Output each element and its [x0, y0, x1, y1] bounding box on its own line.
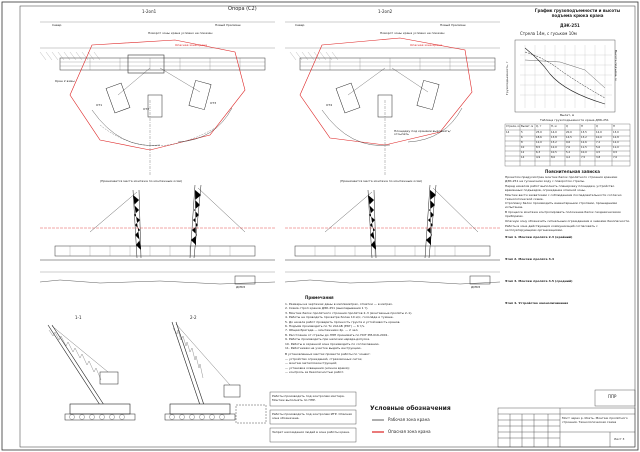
- explanatory-paragraph: Проектом предусмотрен монтаж балок пролётного строения кранами ДЭК-251 на гусеничном ходу с поворотом стрелы.: [505, 175, 618, 183]
- north-right-label-b: Новый Уралмаш: [440, 23, 466, 27]
- table-cell: 6,3: [536, 151, 541, 154]
- table-cell: 11,5: [581, 146, 587, 149]
- table-cell: 13,0: [613, 131, 619, 134]
- side-view-label-2: 2-2: [190, 315, 197, 320]
- table-cell: 7,0: [613, 156, 618, 159]
- table-cell: 12,8: [613, 136, 619, 139]
- table-cell: 5: [521, 131, 523, 134]
- explanatory-paragraph: В процессе монтажа контролировать положение балок геодезическими приборами.: [505, 210, 621, 219]
- note-item: 11. Работникам на участке выдать инструкцию.: [285, 346, 362, 351]
- explanatory-paragraph: Перед началом работ выполнить планировку площадки, устройство временных подъездов, ограждение опасной зоны.: [505, 183, 615, 192]
- graph-subtitle: Стрела 14м, с гуськом 10м: [520, 31, 577, 36]
- table-caption: Таблица грузоподъемности крана ДЭК-251: [540, 118, 609, 122]
- elevation-bottom-left: ДМКЭ: [236, 285, 246, 289]
- note-extra: — устройство ограждений, страховочных сеток;: [285, 356, 363, 361]
- elevation-bottom-right: ДМКЭ: [471, 285, 481, 289]
- explanatory-paragraph: Строповку балок производить инвентарными стропами, прошедшими испытание.: [505, 201, 618, 210]
- note-extra: — монтаж металлоконструкций;: [285, 361, 338, 366]
- table-header-cell: H, м: [551, 125, 557, 128]
- plan-right: [285, 22, 500, 175]
- table-cell: 3,8: [596, 156, 601, 159]
- legend-work-zone: Рабочая зона крана: [388, 417, 430, 422]
- title-block: [498, 408, 635, 447]
- elevation-note-left: (Принимается места монтажа по монтажным осям): [100, 179, 183, 183]
- note-item: 1. Размеры на чертежах даны в миллиметрах, отметки — в метрах.: [285, 302, 393, 306]
- zone-turn-note-a: Поворот зоны крана условно не показан: [148, 31, 213, 35]
- crane-mark-4: ОТ4: [326, 103, 333, 107]
- side-view-1: [48, 325, 135, 420]
- crane-mark-3: ОТ3: [210, 101, 217, 105]
- crane-mark-1: ОТ1: [96, 103, 103, 107]
- note-item: 8. Расстояние от стрелы до ЛЭП принимать по ПОТ РМ-016-2001.: [285, 332, 389, 337]
- table-cell: 12,0: [613, 141, 619, 144]
- table-cell: 8,0: [551, 156, 556, 159]
- crane-mark-2: ОТ2: [143, 107, 150, 111]
- danger-zone-label-b: Опасная зона крана: [410, 43, 442, 47]
- remark-box-3: Запрет нахождения людей в зоне работы крана.: [272, 430, 350, 434]
- note-extra: — установка освещения (ночное время);: [285, 365, 350, 370]
- table-cell: 10: [521, 146, 525, 149]
- explanatory-paragraph: Опасную зону обозначить сигнальным ограждением и знаками безопасности.: [505, 219, 631, 224]
- note-item: 2. Схема строп кранов ДЭК-251 (выкладывания 1 т).: [285, 306, 369, 311]
- table-cell: 13,8: [551, 136, 557, 139]
- elevation-right: [285, 185, 500, 284]
- table-cell: 12,0: [536, 141, 542, 144]
- north-left-label-a: Север: [52, 23, 62, 27]
- table-cell: 5,2: [566, 151, 571, 154]
- title-block-sheet-label: ППР: [608, 394, 617, 399]
- table-header-cell: Стрела, м: [506, 125, 520, 128]
- note-item: 10. Работы в охранной зоне производить по согласованию.: [285, 341, 380, 346]
- side-view-label-1: 1-1: [75, 315, 82, 320]
- explanatory-section: Этап 4. Устройство омоноличивания: [505, 300, 569, 305]
- table-cell: 4,5: [596, 151, 601, 154]
- table-cell: 20,0: [566, 131, 572, 134]
- remark-box-2: Работы производить под контролем ИТР. Опасная зона обозначена.: [272, 412, 352, 420]
- graph-model: ДЭК-251: [560, 23, 580, 28]
- note-item: 3. Монтаж балок пролётного строения пролётов 2–3 (монтажные пролёты 2–1).: [285, 310, 413, 315]
- table-cell: 18,6: [536, 136, 542, 139]
- elevation-note-right: (Принимается места монтажа по монтажным осям): [340, 179, 423, 183]
- note-extra: — контроль за безопасностью работ.: [285, 370, 345, 375]
- table-header-cell: H: [581, 125, 583, 128]
- view-label-left: 1-2оп1: [142, 9, 157, 14]
- north-right-label-a: Новый Уралмаш: [215, 23, 241, 27]
- table-cell: 11,0: [613, 146, 619, 149]
- table-cell: 14: [521, 156, 525, 159]
- table-cell: 10,5: [551, 151, 557, 154]
- table-header-cell: Q, т: [536, 125, 542, 128]
- table-cell: 7,0: [566, 146, 571, 149]
- table-cell: 13,2: [581, 136, 587, 139]
- road-label: Кран 2 взмы: [55, 79, 75, 83]
- explanatory-title: Пояснительная записка: [545, 169, 600, 174]
- table-cell: 12,6: [581, 141, 587, 144]
- table-cell: 13,2: [551, 141, 557, 144]
- table-cell: 9,5: [613, 151, 618, 154]
- table-cell: 14: [506, 131, 510, 134]
- explanatory-paragraph: Монтаж вести захватками с соблюдением последовательности согласно технологической схеме.: [505, 192, 622, 201]
- danger-zone-label-a: Опасная зона крана: [175, 43, 207, 47]
- table-cell: 10,0: [581, 151, 587, 154]
- notes-title: Примечания: [305, 295, 334, 300]
- legend-danger-zone: Опасная зона крана: [388, 429, 431, 434]
- note-item: 9. Работы производить при наличии наряда-допуска.: [285, 337, 371, 342]
- remark-box-1: Работы производить под контролем мастера. Монтаж выполнять по ППР.: [272, 394, 345, 402]
- ground-prep-note: Площадку под кранами выровнять/отсыпать: [394, 129, 451, 136]
- table-cell: 4,9: [536, 156, 541, 159]
- table-cell: 6: [521, 136, 523, 139]
- side-view-2: [165, 322, 266, 423]
- top-caption: Опора (С2): [228, 6, 257, 12]
- table-cell: 12: [521, 151, 525, 154]
- table-cell: 9,6: [566, 141, 571, 144]
- table-cell: 7,5: [581, 156, 586, 159]
- table-cell: 8,5: [536, 146, 541, 149]
- notes-list: [285, 302, 495, 375]
- explanatory-section: Этап 1. Монтаж пролёта 2-3 (крайний): [505, 234, 573, 239]
- plan-left: [40, 22, 275, 175]
- table-cell: 5,6: [596, 146, 601, 149]
- title-block-name: Мост через р. Исеть. Монтаж пролётного строения. Технологическая схема: [562, 416, 628, 424]
- explanatory-section: Этап 2. Монтаж пролёта 3-4: [505, 256, 555, 261]
- table-header-cell: H: [613, 125, 615, 128]
- title-block-sheet-no: Лист 3: [614, 437, 625, 441]
- note-item: 4. Работы не проводить при ветре более 10 м/с, гололёде и тумане.: [285, 315, 394, 320]
- note-extra: В установленных местах провести работы по 'зонам':: [285, 352, 371, 357]
- table-cell: 7,2: [596, 141, 601, 144]
- table-cell: 12,0: [551, 146, 557, 149]
- table-cell: 13,5: [581, 131, 587, 134]
- zone-turn-note-b: Поворот зоны крана условно не показан: [380, 31, 445, 35]
- table-cell: 12,0: [596, 131, 602, 134]
- table-cell: 14,5: [566, 136, 572, 139]
- explanatory-paragraph: Работы в зоне действующих коммуникаций согласовать с эксплуатирующими организациями.: [505, 223, 598, 232]
- legend-title: Условные обозначения: [370, 405, 451, 412]
- table-cell: 10,0: [596, 136, 602, 139]
- graph-ylabel-right: Высота подъема, м: [614, 50, 618, 81]
- graph-title: График грузоподъемности и высоты подъема крюка крана: [534, 8, 621, 18]
- graph-ylabel-left: Грузоподъемность, т: [505, 61, 509, 95]
- elevation-left: [40, 185, 275, 284]
- table-header-cell: Q: [566, 125, 569, 128]
- table-cell: 14,0: [551, 131, 557, 134]
- table-header-cell: Q: [596, 125, 599, 128]
- graph-xlabel: Вылет, м: [560, 113, 575, 117]
- north-left-label-b: Север: [295, 23, 305, 27]
- view-label-right: 1-2оп2: [378, 9, 393, 14]
- note-item: 5. До начала работ проверить прочность грунта и устойчивость кранов.: [285, 319, 401, 324]
- explanatory-text: [505, 176, 630, 305]
- table-cell: 8: [521, 141, 523, 144]
- note-item: 6. Подъём производить по Тк 2А1АБ (ЕКГ) — 6 т/ч.: [285, 324, 366, 329]
- table-cell: 25,0: [536, 131, 542, 134]
- table-header-cell: Вылет, м: [521, 125, 534, 128]
- note-item: 7. Общая бригада — монтажники 4р. — 2 чел.: [285, 328, 359, 333]
- table-cell: 4,2: [566, 156, 571, 159]
- explanatory-section: Этап 3. Монтаж пролёта 4-5 (средний): [505, 278, 573, 283]
